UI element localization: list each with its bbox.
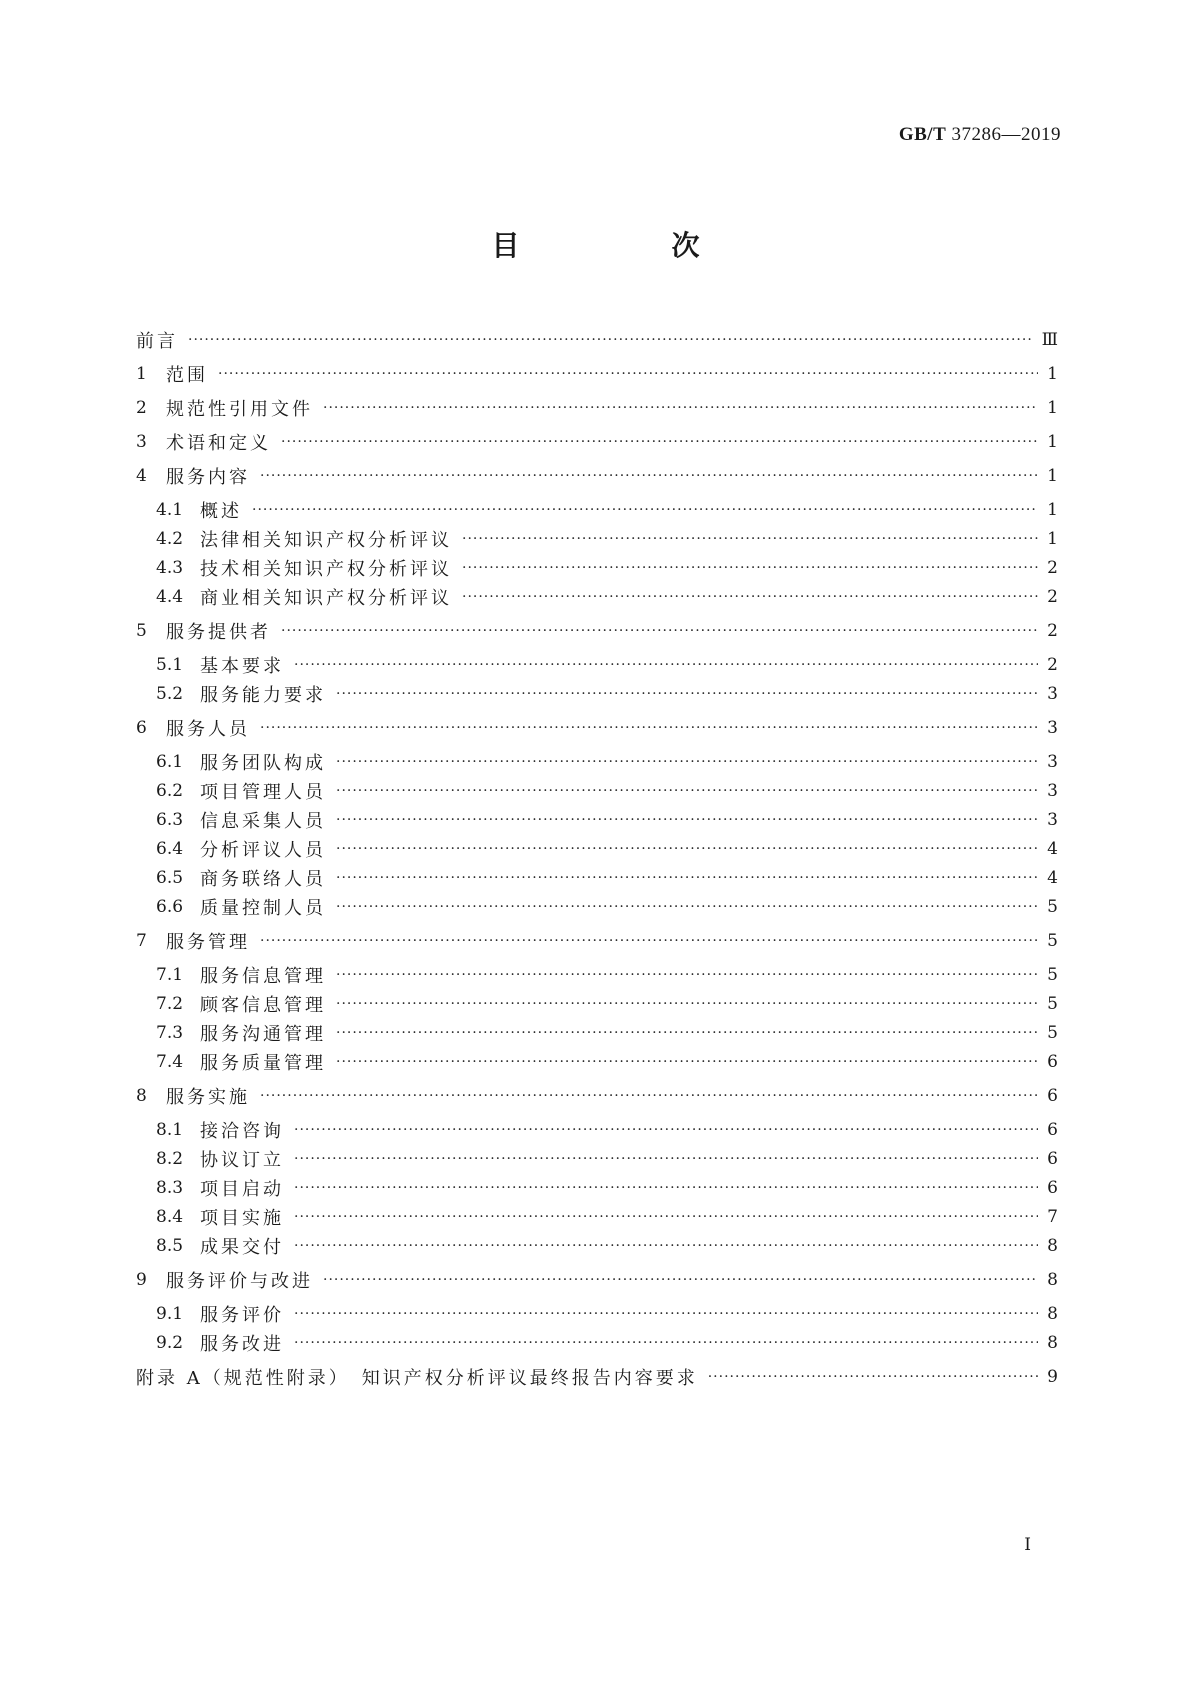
toc-entry-number: 5	[136, 621, 147, 641]
toc-entry-page: 5	[1047, 1023, 1058, 1043]
toc-entry-page: 5	[1047, 994, 1058, 1014]
toc-dot-leader	[336, 961, 1038, 989]
toc-dot-leader	[294, 1232, 1038, 1260]
toc-dot-leader	[260, 927, 1038, 955]
toc-entry-title: 商务联络人员	[200, 869, 326, 890]
toc-entry-number: 3	[136, 432, 147, 452]
toc-dot-leader	[294, 1329, 1038, 1357]
toc-entry-page: 4	[1047, 868, 1058, 888]
toc-entry-number: 4.2	[156, 529, 184, 549]
toc-dot-leader	[336, 835, 1038, 863]
toc-dot-leader	[708, 1363, 1038, 1391]
toc-entry-title: 技术相关知识产权分析评议	[200, 559, 452, 580]
toc-entry-page: 5	[1047, 931, 1058, 951]
toc-entry[interactable]	[136, 462, 1058, 490]
toc-entry[interactable]	[136, 360, 1058, 388]
toc-dot-leader	[336, 680, 1038, 708]
toc-entry-page: 2	[1047, 587, 1058, 607]
toc-entry-page: 1	[1047, 500, 1058, 520]
toc-dot-leader	[336, 893, 1038, 921]
toc-entry-page: 1	[1047, 398, 1058, 418]
toc-dot-leader	[294, 1300, 1038, 1328]
toc-entry-title: 概述	[200, 501, 242, 522]
toc-dot-leader	[294, 1203, 1038, 1231]
toc-entry-page: 2	[1047, 655, 1058, 675]
toc-entry-title: 协议订立	[200, 1150, 284, 1171]
toc-entry-page: 8	[1047, 1304, 1058, 1324]
toc-dot-leader	[260, 462, 1038, 490]
toc-entry-title: 项目启动	[200, 1179, 284, 1200]
toc-entry-title: 项目管理人员	[200, 782, 326, 803]
toc-entry[interactable]	[136, 806, 1058, 834]
toc-entry-page: 8	[1047, 1236, 1058, 1256]
toc-entry[interactable]	[136, 835, 1058, 863]
toc-entry[interactable]	[136, 990, 1058, 1018]
toc-entry[interactable]	[136, 1329, 1058, 1357]
toc-entry[interactable]	[136, 1300, 1058, 1328]
toc-dot-leader	[294, 1116, 1038, 1144]
toc-entry[interactable]	[136, 651, 1058, 679]
toc-entry-title: 项目实施	[200, 1208, 284, 1229]
toc-dot-leader	[294, 651, 1038, 679]
toc-entry-number: 7	[136, 931, 147, 951]
standard-number: 37286—2019	[951, 124, 1061, 145]
toc-dot-leader	[281, 428, 1038, 456]
toc-dot-leader	[281, 617, 1038, 645]
toc-entry-page: 9	[1047, 1367, 1058, 1387]
toc-entry[interactable]	[136, 617, 1058, 645]
toc-dot-leader	[188, 326, 1034, 354]
toc-entry-page: 6	[1047, 1120, 1058, 1140]
toc-entry-page: 3	[1047, 781, 1058, 801]
toc-entry-number: 7.3	[156, 1023, 184, 1043]
toc-dot-leader	[336, 748, 1038, 776]
toc-entry-title: 基本要求	[200, 656, 284, 677]
toc-entry-page: 8	[1047, 1333, 1058, 1353]
toc-entry-title: 信息采集人员	[200, 811, 326, 832]
toc-dot-leader	[218, 360, 1038, 388]
toc-dot-leader	[462, 525, 1038, 553]
toc-dot-leader	[323, 394, 1038, 422]
toc-entry-number: 9.1	[156, 1304, 184, 1324]
toc-dot-leader	[323, 1266, 1038, 1294]
toc-entry[interactable]	[136, 1266, 1058, 1294]
toc-dot-leader	[336, 1048, 1038, 1076]
toc-entry-number: 4.4	[156, 587, 184, 607]
toc-entry-title: 范围	[166, 365, 208, 386]
toc-entry-page: 5	[1047, 965, 1058, 985]
toc-entry-page: 2	[1047, 621, 1058, 641]
footer-page-number: I	[1024, 1535, 1031, 1555]
toc-entry-title: 质量控制人员	[200, 898, 326, 919]
toc-entry[interactable]	[136, 1019, 1058, 1047]
toc-entry-title: 服务信息管理	[200, 966, 326, 987]
toc-dot-leader	[252, 496, 1038, 524]
toc-entry-title: 服务内容	[166, 467, 250, 488]
standard-prefix: GB/T	[898, 124, 947, 145]
toc-entry-number: 8	[136, 1086, 147, 1106]
toc-entry[interactable]	[136, 394, 1058, 422]
toc-entry-number: 6.1	[156, 752, 184, 772]
toc-entry-number: 9.2	[156, 1333, 184, 1353]
toc-entry-number: 8.4	[156, 1207, 184, 1227]
table-of-contents	[136, 326, 1058, 1474]
toc-entry-title: 服务管理	[166, 932, 250, 953]
toc-dot-leader	[336, 806, 1038, 834]
toc-entry-title: 规范性引用文件	[166, 399, 313, 420]
toc-entry-number: 6.5	[156, 868, 184, 888]
toc-entry-title: 商业相关知识产权分析评议	[200, 588, 452, 609]
toc-entry-page: 6	[1047, 1086, 1058, 1106]
toc-entry-number: 4.1	[156, 500, 184, 520]
toc-entry-title: 服务质量管理	[200, 1053, 326, 1074]
toc-entry[interactable]	[136, 961, 1058, 989]
toc-entry-title: 服务能力要求	[200, 685, 326, 706]
toc-entry-number: 6.2	[156, 781, 184, 801]
toc-entry-page: 1	[1047, 432, 1058, 452]
toc-entry[interactable]	[136, 554, 1058, 582]
toc-entry[interactable]	[136, 1203, 1058, 1231]
toc-entry-page: 6	[1047, 1052, 1058, 1072]
toc-entry-title: 法律相关知识产权分析评议	[200, 530, 452, 551]
toc-entry[interactable]	[136, 1082, 1058, 1110]
toc-entry-number: 8.1	[156, 1120, 184, 1140]
toc-entry-number: 8.3	[156, 1178, 184, 1198]
toc-entry-page: 6	[1047, 1178, 1058, 1198]
toc-entry-number: 6.6	[156, 897, 184, 917]
toc-entry-page: 7	[1047, 1207, 1058, 1227]
toc-entry-title: 术语和定义	[166, 433, 271, 454]
toc-entry[interactable]	[136, 777, 1058, 805]
toc-entry-number: 6.4	[156, 839, 184, 859]
toc-entry[interactable]	[136, 428, 1058, 456]
toc-dot-leader	[336, 777, 1038, 805]
toc-dot-leader	[462, 554, 1038, 582]
toc-entry-page: 1	[1047, 466, 1058, 486]
toc-entry[interactable]	[136, 496, 1058, 524]
toc-entry-number: 9	[136, 1270, 147, 1290]
toc-entry[interactable]	[136, 1048, 1058, 1076]
toc-entry-number: 4	[136, 466, 147, 486]
page-title: 目 次	[491, 229, 762, 262]
toc-entry-title: 服务团队构成	[200, 753, 326, 774]
toc-entry-number: 6.3	[156, 810, 184, 830]
toc-entry-title: 接洽咨询	[200, 1121, 284, 1142]
toc-dot-leader	[336, 990, 1038, 1018]
toc-entry[interactable]	[136, 525, 1058, 553]
toc-entry[interactable]	[136, 714, 1058, 742]
toc-dot-leader	[260, 714, 1038, 742]
toc-entry-page: 3	[1047, 684, 1058, 704]
toc-entry[interactable]	[136, 583, 1058, 611]
toc-dot-leader	[336, 864, 1038, 892]
toc-entry-page: 3	[1047, 752, 1058, 772]
toc-entry[interactable]	[136, 927, 1058, 955]
toc-entry-title: 服务人员	[166, 719, 250, 740]
toc-entry-page: 1	[1047, 364, 1058, 384]
toc-entry-page: 1	[1047, 529, 1058, 549]
toc-entry[interactable]	[136, 1174, 1058, 1202]
toc-entry-title: 服务沟通管理	[200, 1024, 326, 1045]
toc-entry-title: 服务实施	[166, 1087, 250, 1108]
toc-entry-number: 7.2	[156, 994, 184, 1014]
toc-entry-page: 2	[1047, 558, 1058, 578]
toc-entry-title: 前言	[136, 331, 178, 352]
toc-entry-title: 顾客信息管理	[200, 995, 326, 1016]
toc-entry-page: 3	[1047, 718, 1058, 738]
toc-dot-leader	[336, 1019, 1038, 1047]
toc-dot-leader	[260, 1082, 1038, 1110]
toc-entry-number: 7.1	[156, 965, 184, 985]
toc-entry-title: 服务评价与改进	[166, 1271, 313, 1292]
toc-entry-title: 服务改进	[200, 1334, 284, 1355]
toc-entry[interactable]	[136, 893, 1058, 921]
toc-entry-title: 成果交付	[200, 1237, 284, 1258]
toc-entry[interactable]	[136, 680, 1058, 708]
toc-entry-page: 3	[1047, 810, 1058, 830]
toc-entry-title: 分析评议人员	[200, 840, 326, 861]
toc-entry-number: 4.3	[156, 558, 184, 578]
toc-entry-number: 5.1	[156, 655, 184, 675]
standard-code	[899, 124, 1061, 146]
toc-entry-page: 5	[1047, 897, 1058, 917]
toc-entry[interactable]	[136, 864, 1058, 892]
toc-entry-number: 5.2	[156, 684, 184, 704]
toc-entry-number: 8.2	[156, 1149, 184, 1169]
toc-entry-page: 4	[1047, 839, 1058, 859]
toc-entry-page: Ⅲ	[1041, 330, 1058, 350]
toc-entry-number: 1	[136, 364, 147, 384]
toc-entry[interactable]	[136, 1232, 1058, 1260]
toc-entry-title: 服务提供者	[166, 622, 271, 643]
toc-entry[interactable]	[136, 1363, 1058, 1391]
toc-dot-leader	[294, 1174, 1038, 1202]
toc-dot-leader	[462, 583, 1038, 611]
toc-dot-leader	[294, 1145, 1038, 1173]
toc-entry[interactable]	[136, 1116, 1058, 1144]
toc-entry[interactable]	[136, 326, 1058, 354]
toc-entry-page: 8	[1047, 1270, 1058, 1290]
toc-entry-number: 8.5	[156, 1236, 184, 1256]
toc-entry-number: 7.4	[156, 1052, 184, 1072]
toc-entry-title: 附录 A（规范性附录） 知识产权分析评议最终报告内容要求	[136, 1368, 698, 1389]
toc-entry-number: 6	[136, 718, 147, 738]
toc-entry-number: 2	[136, 398, 147, 418]
toc-entry[interactable]	[136, 748, 1058, 776]
toc-entry[interactable]	[136, 1145, 1058, 1173]
toc-entry-page: 6	[1047, 1149, 1058, 1169]
toc-entry-title: 服务评价	[200, 1305, 284, 1326]
